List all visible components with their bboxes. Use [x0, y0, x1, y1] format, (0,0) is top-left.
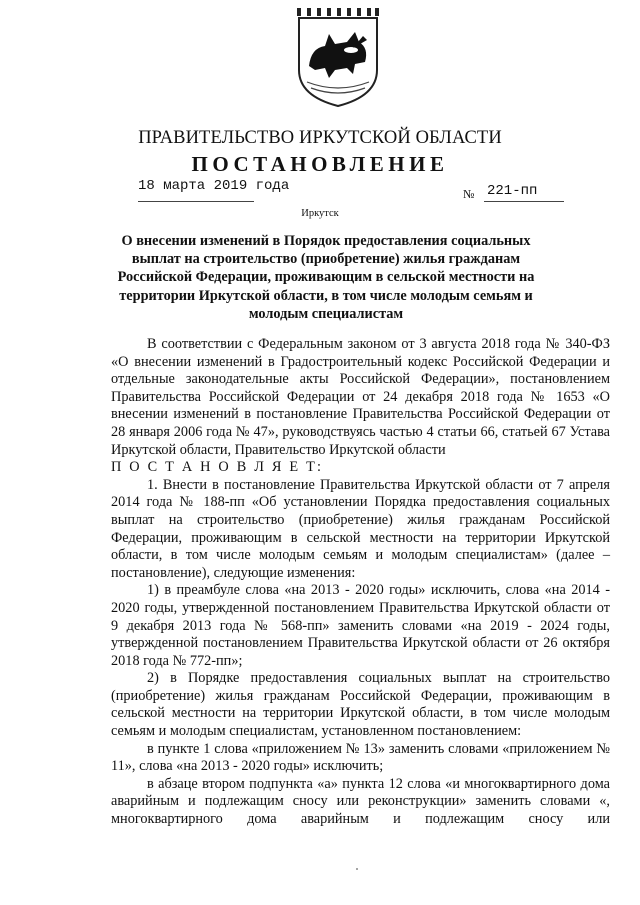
subitem-2b-paragraph: в абзаце втором подпункта «а» пункта 12 слова «и многоквартирного дома аварийным и подлежащим сносу или реконструкции» заменить словами «, многоквартирного дома аварийным и подлежащим сносу или: [111, 775, 610, 828]
document-date: 18 марта 2019 года: [138, 178, 290, 194]
subitem-1-paragraph: 1) в преамбуле слова «на 2013 - 2020 годы» исключить, слова «на 2014 - 2020 годы, утвержденной постановлением Правительства Иркутской области от 9 декабря 2013 года № 568-пп» заменить словами «на 2019 - 2024 годы, утвержденной постановлением Правительства Иркутской области от 26 октября 2018 года № 772-пп»;: [111, 582, 610, 669]
item-1-paragraph: 1. Внести в постановление Правительства Иркутской области от 7 апреля 2014 года № 188-пп «Об установлении Порядка предоставления социальных выплат на строительство (приобретение) жилья гражданам Российской Федерации, проживающим в сельской местности на территории Иркутской области, в том числе молодым семьям и молодым специалистам» (далее – постановление), следующие изменения:: [111, 476, 610, 581]
number-underline: [484, 201, 564, 202]
date-underline: [138, 201, 254, 202]
subitem-2-paragraph: 2) в Порядке предоставления социальных выплат на строительство (приобретение) жилья гражданам Российской Федерации, проживающим в сельской местности на территории Иркутской области, в том числе молодым семьям и молодым специалистам, установленном постановлением:: [111, 670, 610, 740]
preamble-paragraph: В соответствии с Федеральным законом от 3 августа 2018 года № 340-ФЗ «О внесении изменений в Градостроительный кодекс Российской Федерации и отдельные законодательные акты Российской Федерации», постановлением Правительства Российской Федерации от 24 декабря 2018 года № 1653 «О внесении изменений в постановление Правительства Российской Федерации от 28 января 2006 года № 47», руководствуясь частью 4 статьи 66, статьей 67 Устава Иркутской области, Правительство Иркутской области: [111, 336, 610, 458]
scan-speck: [356, 868, 358, 870]
subitem-2a-paragraph: в пункте 1 слова «приложением № 13» заменить словами «приложением № 11», слова «на 2013 - 2020 годы» исключить;: [111, 740, 610, 775]
city-name: Иркутск: [301, 208, 339, 219]
government-title: ПРАВИТЕЛЬСТВО ИРКУТСКОЙ ОБЛАСТИ: [138, 128, 502, 148]
document-body: [111, 336, 610, 829]
number-sign: №: [463, 187, 475, 201]
document-type: ПОСТАНОВЛЕНИЕ: [191, 152, 449, 176]
document-heading: О внесении изменений в Порядок предоставления социальных выплат на строительство (приобретение) жилья гражданам Российской Федерации, проживающим в сельской местности на территории Иркутской области, в том числе молодым семьям и молодым специалистам: [117, 233, 535, 322]
coat-of-arms-icon: [295, 8, 381, 108]
decree-word: П О С Т А Н О В Л Я Е Т:: [111, 459, 324, 476]
document-number: 221-пп: [487, 183, 538, 199]
